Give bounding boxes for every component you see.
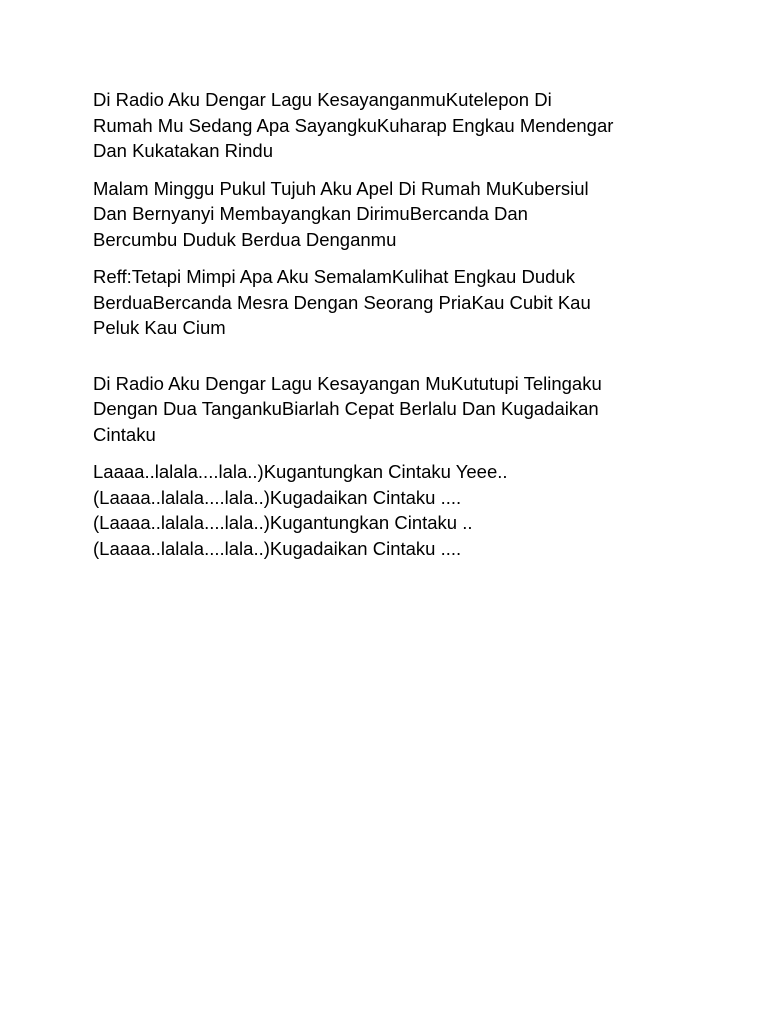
text-line: BerduaBercanda Mesra Dengan Seorang PriaKau Cubit Kau: [93, 291, 591, 313]
text-line: Di Radio Aku Dengar Lagu Kesayangan MuKututupi Telingaku: [93, 372, 602, 394]
text-line: Dengan Dua TangankuBiarlah Cepat Berlalu Dan Kugadaikan: [93, 398, 599, 419]
text-line: Di Radio Aku Dengar Lagu KesayanganmuKutelepon Di: [93, 89, 552, 110]
paragraph-reff: [93, 264, 693, 341]
text-line: Rumah Mu Sedang Apa SayangkuKuharap Engkau Mendengar: [93, 114, 614, 136]
paragraph-verse-3: [93, 371, 693, 448]
text-line: Reff:Tetapi Mimpi Apa Aku SemalamKulihat Engkau Duduk: [93, 266, 575, 287]
paragraph-outro: [93, 459, 693, 561]
text-line: Peluk Kau Cium: [93, 317, 226, 338]
paragraph-verse-1: [93, 87, 693, 164]
text-line: Laaaa..lalala....lala..)Kugantungkan Cintaku Yeee..: [93, 461, 508, 482]
text-line: (Laaaa..lalala....lala..)Kugantungkan Cintaku ..: [93, 512, 473, 533]
paragraph-verse-2: [93, 176, 693, 253]
text-line: Bercumbu Duduk Berdua Denganmu: [93, 228, 397, 250]
text-line: Dan Kukatakan Rindu: [93, 140, 273, 161]
text-line: Cintaku: [93, 423, 156, 445]
text-line: (Laaaa..lalala....lala..)Kugadaikan Cintaku ....: [93, 486, 462, 508]
text-line: Dan Bernyanyi Membayangkan DirimuBercanda Dan: [93, 203, 528, 224]
lyrics-text: [93, 87, 693, 561]
text-line: Malam Minggu Pukul Tujuh Aku Apel Di Rumah MuKubersiul: [93, 177, 589, 199]
text-line: (Laaaa..lalala....lala..)Kugadaikan Cintaku ....: [93, 537, 462, 559]
